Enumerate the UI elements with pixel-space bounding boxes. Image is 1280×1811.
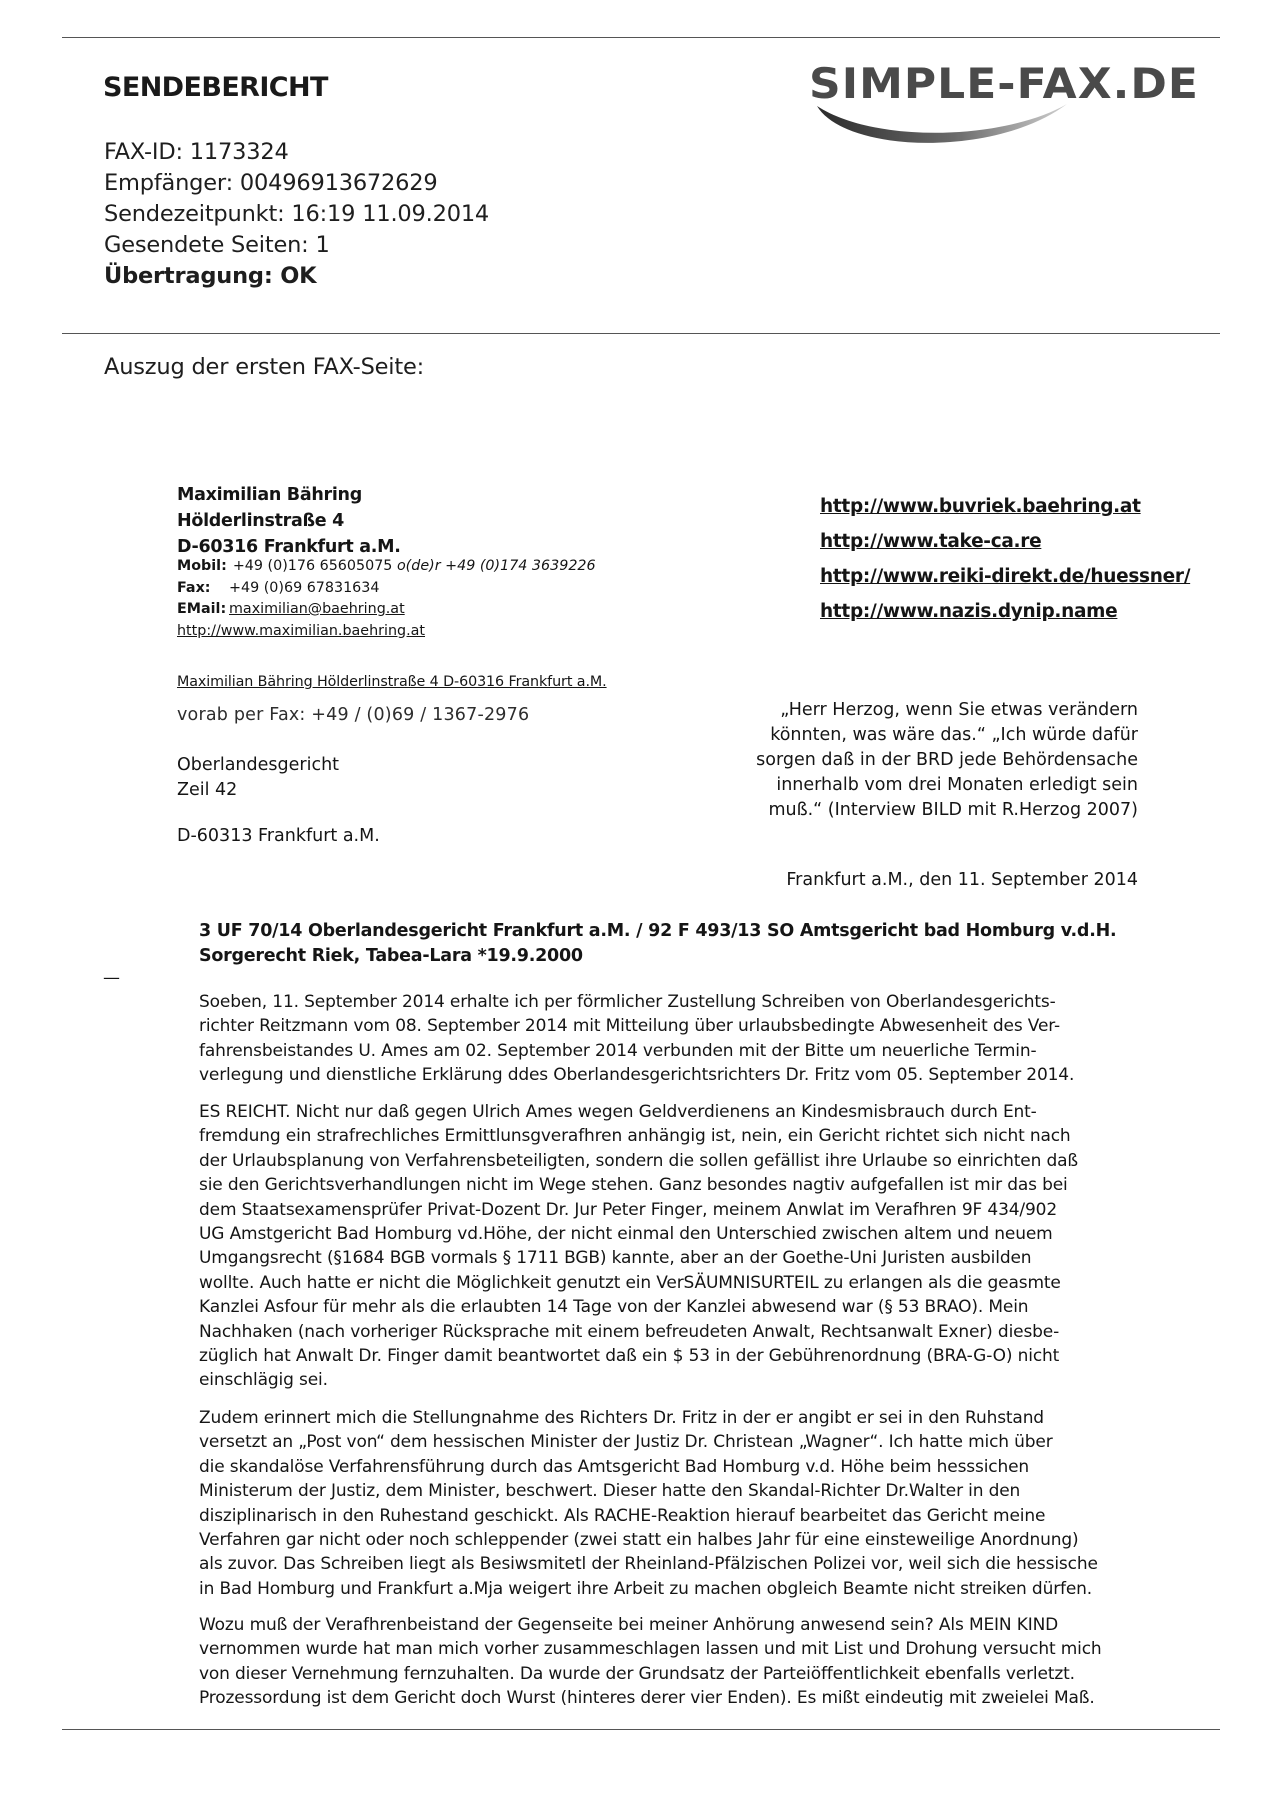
text-line: UG Amstgericht Bad Homburg vd.Höhe, der nicht einmal den Unterschied zwischen altem und neuem: [199, 1224, 1053, 1245]
link-take-ca[interactable]: http://www.take-ca.re: [820, 531, 1042, 552]
text-line: verlegung und dienstliche Erklärung ddes Oberlandesgerichtsrichters Dr. Fritz vom 05. September 2014.: [199, 1065, 1075, 1086]
send-time: Sendezeitpunkt: 16:19 11.09.2014: [104, 201, 490, 227]
return-address: Maximilian Bähring Hölderlinstraße 4 D-60316 Frankfurt a.M.: [177, 674, 607, 690]
text-line: ES REICHT. Nicht nur daß gegen Ulrich Ames wegen Geldverdienens an Kindesmisbrauch durch Ent-: [199, 1102, 1037, 1122]
text-line: Nachhaken (nach vorheriger Rücksprache mit einem befreudeten Anwalt, Rechtsanwalt Exner) diesbe-: [199, 1321, 1060, 1342]
text-line: Ministerum der Justiz, dem Minister, beschwert. Dieser hatte den Skandal-Richter Dr.Walter in den: [199, 1481, 1021, 1502]
text-line: fahrensbeistandes U. Ames am 02. September 2014 verbunden mit der Bitte um neuerliche Termin-: [199, 1040, 1037, 1061]
text-line: der Urlaubsplanung von Verfahrensbeteiligten, sondern die sollen gefällist ihre Urlaube so einrichten daß: [199, 1150, 1078, 1171]
text-line: einschlägig sei.: [199, 1370, 328, 1391]
quote-line: „Herr Herzog, wenn Sie etwas verändern: [780, 700, 1138, 720]
subject-line: [199, 919, 1116, 969]
text-line: vernommen wurde hat man mich vorher zusammeschlagen lassen und mit List und Drohung versucht mich: [199, 1639, 1102, 1660]
middle-rule: [62, 333, 1220, 334]
fax-value: +49 (0)69 67831634: [229, 579, 380, 596]
recipient-city: D-60313 Frankfurt a.M.: [177, 826, 380, 846]
paragraph-3: [199, 1406, 1139, 1601]
text-line: Soeben, 11. September 2014 erhalte ich per förmlicher Zustellung Schreiben von Oberlandesgerichts-: [199, 992, 1056, 1012]
top-rule: [62, 37, 1220, 38]
text-line: die skandalöse Verfahrensführung durch das Amtsgericht Bad Homburg v.d. Höhe beim hesssichen: [199, 1456, 1030, 1477]
herzog-quote: [720, 698, 1138, 823]
sender-web-link[interactable]: http://www.maximilian.baehring.at: [177, 622, 426, 639]
text-line: disziplinarisch in den Ruhestand geschickt. Als RACHE-Reaktion hierauf bearbeitet das Gericht meine: [199, 1505, 1046, 1526]
text-line: sie den Gerichtsverhandlungen nicht im Wege stehen. Ganz besondes nagtiv aufgefallen ist mir das bei: [199, 1175, 1068, 1196]
paragraph-2: [199, 1100, 1139, 1393]
mobile-line: [177, 556, 596, 578]
quote-line: könnten, was wäre das.“ „Ich würde dafür: [770, 725, 1138, 745]
sender-name: Maximilian Bähring: [177, 485, 362, 505]
sender-contact: [177, 556, 596, 642]
recipient-street: Zeil 42: [177, 780, 238, 800]
text-line: Verfahren gar nicht oder noch schleppender (zwei statt ein halbes Jahr für eine einsteweilige Anordnung): [199, 1530, 1079, 1551]
quote-line: innerhalb vom drei Monaten erledigt sein: [776, 775, 1138, 795]
excerpt-label: Auszug der ersten FAX-Seite:: [104, 354, 425, 380]
mobile-label: Mobil:: [177, 558, 227, 574]
quote-line: sorgen daß in der BRD jede Behördensache: [756, 750, 1138, 770]
text-line: als zuvor. Das Schreiben liegt als Besiwsmitetl der Rheinland-Pfälzischen Polizei vor, weil sich die hessische: [199, 1554, 1098, 1575]
link-buvriek[interactable]: http://www.buvriek.baehring.at: [820, 496, 1141, 517]
fax-id: FAX-ID: 1173324: [104, 139, 289, 165]
text-line: fremdung ein strafrechliches Ermittlunsgverafhren anhängig ist, nein, ein Gericht richtet sich nicht nach: [199, 1126, 1071, 1147]
text-line: richter Reitzmann vom 08. September 2014 mit Mitteilung über urlaubsbedingte Abwesenheit des Ver-: [199, 1016, 1060, 1037]
text-line: Zudem erinnert mich die Stellungnahme des Richters Dr. Fritz in der er angibt er sei in den Ruhstand: [199, 1408, 1044, 1428]
recipient-address: [177, 753, 339, 803]
transmission-status: Übertragung: OK: [104, 263, 317, 289]
text-line: Wozu muß der Verafhrenbeistand der Gegenseite bei meiner Anhörung anwesend sein? Als MEIN KIND: [199, 1615, 1059, 1635]
web-line: [177, 621, 596, 643]
subject-matter: Sorgerecht Riek, Tabea-Lara *19.9.2000: [199, 946, 583, 966]
mobile-value: +49 (0)176 65605075: [232, 558, 393, 574]
email-line: [177, 599, 596, 621]
text-line: züglich hat Anwalt Dr. Finger damit beantwortet daß ein $ 53 in der Gebührenordnung (BRA-G-O) nicht: [199, 1346, 1060, 1367]
link-reiki-direkt[interactable]: http://www.reiki-direkt.de/huessner/: [820, 566, 1191, 587]
subject-case: 3 UF 70/14 Oberlandesgericht Frankfurt a.M. / 92 F 493/13 SO Amtsgericht bad Homburg v.d.H.: [199, 921, 1117, 941]
text-line: dem Staatsexamensprüfer Privat-Dozent Dr. Jur Peter Finger, meinem Anwlat im Verafhren 9F 434/902: [199, 1199, 1057, 1220]
paragraph-4: [199, 1613, 1139, 1711]
simple-fax-logo: [805, 58, 1205, 153]
logo-swoosh: [817, 104, 1067, 143]
pages-sent: Gesendete Seiten: 1: [104, 232, 330, 258]
sender-city: D-60316 Frankfurt a.M.: [177, 537, 401, 557]
vorab-fax-line: vorab per Fax: +49 / (0)69 / 1367-2976: [177, 705, 530, 725]
text-line: von dieser Vernehmung fernzuhalten. Da wurde der Grundsatz der Parteiöffentlichkeit ebenfalls verletzt.: [199, 1663, 1075, 1684]
link-list: [820, 489, 1190, 629]
text-line: in Bad Homburg und Frankfurt a.Mja weigert ihre Arbeit zu machen obgleich Beamte nicht streiken dürfen.: [199, 1578, 1093, 1599]
report-meta: [104, 137, 489, 292]
email-label: EMail:: [177, 601, 227, 617]
sender-address: [177, 482, 401, 560]
letter-date: Frankfurt a.M., den 11. September 2014: [786, 870, 1138, 890]
fax-label: Fax:: [177, 579, 211, 596]
text-line: Umgangsrecht (§1684 BGB vormals § 1711 BGB) kannte, aber an der Goethe-Uni Juristen ausbilden: [199, 1248, 1032, 1269]
email-link[interactable]: maximilian@baehring.at: [229, 601, 405, 617]
link-nazis-dynip[interactable]: http://www.nazis.dynip.name: [820, 601, 1118, 622]
text-line: versetzt an „Post von“ dem hessischen Minister der Justiz Dr. Christean „Wagner“. Ich hatte mich über: [199, 1432, 1053, 1453]
fold-mark: —: [103, 968, 120, 988]
quote-line: muß.“ (Interview BILD mit R.Herzog 2007): [768, 800, 1138, 820]
report-title: SENDEBERICHT: [103, 72, 328, 103]
paragraph-1: [199, 990, 1139, 1088]
recipient-number: Empfänger: 00496913672629: [104, 170, 438, 196]
sender-street: Hölderlinstraße 4: [177, 511, 344, 531]
text-line: wollte. Auch hatte er nicht die Möglichkeit genutzt ein VerSÄUMNISURTEIL zu erlangen als die geasmte: [199, 1272, 1061, 1293]
recipient-name: Oberlandesgericht: [177, 755, 340, 775]
text-line: Kanzlei Asfour für mehr als die erlaubten 14 Tage von der Kanzlei abwesend war (§ 53 BRAO). Mein: [199, 1297, 1029, 1318]
logo-text: SIMPLE-FAX.DE: [809, 59, 1199, 108]
text-line: Prozessordung ist dem Gericht doch Wurst (hinteres derer vier Enden). Es mißt eindeutig mit zweielei Maß.: [199, 1688, 1095, 1709]
mobile-alt: o(de)r +49 (0)174 3639226: [396, 558, 596, 574]
fax-line: [177, 578, 596, 600]
bottom-rule: [62, 1729, 1220, 1730]
